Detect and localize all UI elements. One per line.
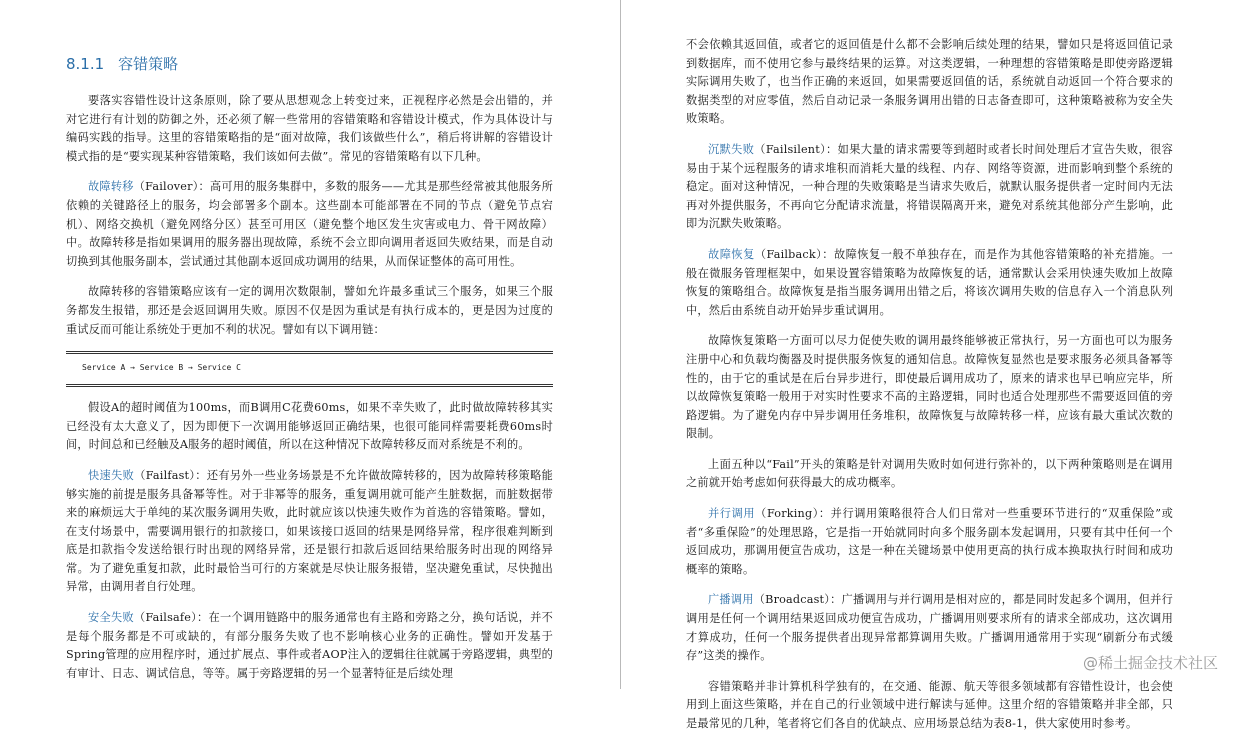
code-block xyxy=(66,351,553,387)
forking-term: 并行调用 xyxy=(708,507,756,521)
forking-paragraph xyxy=(686,505,1173,579)
failsilent-term: 沉默失败 xyxy=(708,142,755,156)
retry-limit-paragraph: 故障转移的容错策略应该有一定的调用次数限制，譬如允许最多重试三个服务，如果三个服务都发生报错，那还是会返回调用失败。原因不仅是因为重试是有执行成本的，更是因为过度的重试反而可能让系统处于更加不利的状况。譬如有以下调用链： xyxy=(66,285,553,336)
failback-paragraph xyxy=(686,246,1173,320)
section-title: 容错策略 xyxy=(118,55,179,73)
forking-text: （Forking）：并行调用策略很符合人们日常对一些重要环节进行的“双重保险”或者“多重保险”的处理思路，它是指一开始就同时向多个服务副本发起调用，只要有其中任何一个返回成功，那调用便宣告成功，这是一种在关键场景中使用更高的执行成本换取执行时间和成功概率的策略。 xyxy=(686,507,1173,576)
right-page xyxy=(621,0,1240,730)
timeout-paragraph: 假设A的超时阈值为100ms，而B调用C花费60ms，如果不幸失败了，此时做故障转移其实已经没有太大意义了，因为即便下一次调用能够返回正确结果，也很可能同样需要耗费60ms时间，时间总和已经触及A服务的超时阈值，所以在这种情况下故障转移反而对系统是不利的。 xyxy=(66,401,553,452)
failback-detail-paragraph: 故障恢复策略一方面可以尽力促使失败的调用最终能够被正常执行，另一方面也可以为服务注册中心和负载均衡器及时提供服务恢复的通知信息。故障恢复显然也是要求服务必须具备幂等性的，由于它的重试是在后台异步进行，即使最后调用成功了，原来的请求也早已响应完毕，所以故障恢复策略一般用于对实时性要求不高的主路逻辑，同时也适合处理那些不需要返回值的旁路逻辑。为了避免内存中异步调用任务堆积，故障恢复与故障转移一样，应该有最大重试次数的限制。 xyxy=(686,334,1173,441)
section-number: 8.1.1 xyxy=(66,55,105,73)
failsilent-paragraph xyxy=(686,141,1173,234)
summary-paragraph: 容错策略并非计算机科学独有的，在交通、能源、航天等很多领域都有容错性设计，也会使用到上面这些策略，并在自己的行业领域中进行解读与延伸。这里介绍的容错策略并非全部，只是最常见的几种，笔者将它们各自的优缺点、应用场景总结为表8-1，供大家使用时参考。 xyxy=(686,679,1173,730)
left-text-column xyxy=(66,92,553,695)
failsafe-term: 安全失败 xyxy=(88,611,134,625)
failback-text: （Failback）：故障恢复一般不单独存在，而是作为其他容错策略的补充措施。一般在微服务管理框架中，如果设置容错策略为故障恢复的话，通常默认会采用快速失败加上故障恢复的策略组合。故障恢复是指当服务调用出错之后，将该次调用失败的信息存入一个消息队列中，然后由系统自动开始异步重试调用。 xyxy=(686,247,1173,317)
transition-paragraph: 上面五种以“Fail”开头的策略是针对调用失败时如何进行弥补的，以下两种策略则是在调用之前就开始考虑如何获得最大的成功概率。 xyxy=(686,457,1173,490)
failback-term: 故障恢复 xyxy=(708,247,755,261)
right-text-column xyxy=(686,36,1173,746)
failover-paragraph xyxy=(66,178,553,271)
failover-text: （Failover）：高可用的服务集群中，多数的服务——尤其是那些经常被其他服务所依赖的关键路径上的服务，均会部署多个副本。这些副本可能部署在不同的节点（避免节点宕机）、网络交换机（避免网络分区）甚至可用区（避免整个地区发生灾害或电力、骨干网故障）中。故障转移是指如果调用的服务器出现故障，系统不会立即向调用者返回失败结果，而是自动切换到其他服务副本，尝试通过其他副本返回成功调用的结果，从而保证整体的高可用性。 xyxy=(66,180,553,268)
code-line: Service A → Service B → Service C xyxy=(82,363,241,373)
failfast-term: 快速失败 xyxy=(88,468,135,482)
failsafe-continuation-paragraph: 不会依赖其返回值，或者它的返回值是什么都不会影响后续处理的结果，譬如只是将返回值记录到数据库，而不使用它参与最终结果的运算。对这类逻辑，一种理想的容错策略是即使旁路逻辑实际调用失败了，也当作正确的来返回，如果需要返回值的话，系统就自动返回一个符合要求的数据类型的对应零值，然后自动记录一条服务调用出错的日志备查即可，这种策略被称为安全失败策略。 xyxy=(686,38,1173,126)
broadcast-term: 广播调用 xyxy=(708,593,754,607)
left-page xyxy=(0,0,620,689)
watermark: @稀土掘金技术社区 xyxy=(1082,654,1218,672)
section-heading xyxy=(66,53,178,74)
failsafe-text: （Failsafe）：在一个调用链路中的服务通常也有主路和旁路之分，换句话说，并不是每个服务都是不可或缺的，有部分服务失败了也不影响核心业务的正确性。譬如开发基于Spring管理的应用程序时，通过扩展点、事件或者AOP注入的逻辑往往就属于旁路逻辑，典型的有审计、日志、调试信息，等等。属于旁路逻辑的另一个显著特征是后续处理 xyxy=(66,611,553,680)
failover-term: 故障转移 xyxy=(88,180,134,194)
intro-paragraph: 要落实容错性设计这条原则，除了要从思想观念上转变过来，正视程序必然是会出错的，并对它进行有计划的防御之外，还必须了解一些常用的容错策略和容错设计模式，作为具体设计与编码实践的指导。这里的容错策略指的是“面对故障，我们该做些什么”，稍后将讲解的容错设计模式指的是“要实现某种容错策略，我们该如何去做”。常见的容错策略有以下几种。 xyxy=(66,94,553,163)
failfast-text: （Failfast）：还有另外一些业务场景是不允许做故障转移的，因为故障转移策略能够实施的前提是服务具备幂等性。对于非幂等的服务，重复调用就可能产生脏数据，而脏数据带来的麻烦远大于单纯的某次服务调用失败，此时就应该以快速失败作为首选的容错策略。譬如，在支付场景中，需要调用银行的扣款接口，如果该接口返回的结果是网络异常，程序很难判断到底是扣款指令发送给银行时出现的网络异常，还是银行扣款后返回结果给服务时出现的网络异常。为了避免重复扣款，此时最恰当可行的方案就是尽快让服务报错，坚决避免重试，尽快抛出异常，由调用者自行处理。 xyxy=(66,468,553,594)
failfast-paragraph xyxy=(66,467,553,597)
failsafe-paragraph xyxy=(66,609,553,683)
failsilent-text: （Failsilent）：如果大量的请求需要等到超时或者长时间处理后才宣告失败，很容易由于某个远程服务的请求堆积而消耗大量的线程、内存、网络等资源，进而影响到整个系统的稳定。面对这种情况，一种合理的失败策略是当请求失败后，就默认服务提供者一定时间内无法再对外提供服务，不再向它分配请求流量，将错误隔离开来，避免对系统其他部分产生影响，此即为沉默失败策略。 xyxy=(686,142,1173,231)
broadcast-text: （Broadcast）：广播调用与并行调用是相对应的，都是同时发起多个调用，但并行调用是任何一个调用结果返回成功便宣告成功，广播调用则要求所有的请求全部成功，这次调用才算成功，任何一个服务提供者出现异常都算调用失败。广播调用通常用于实现“刷新分布式缓存”这类的操作。 xyxy=(686,593,1173,663)
